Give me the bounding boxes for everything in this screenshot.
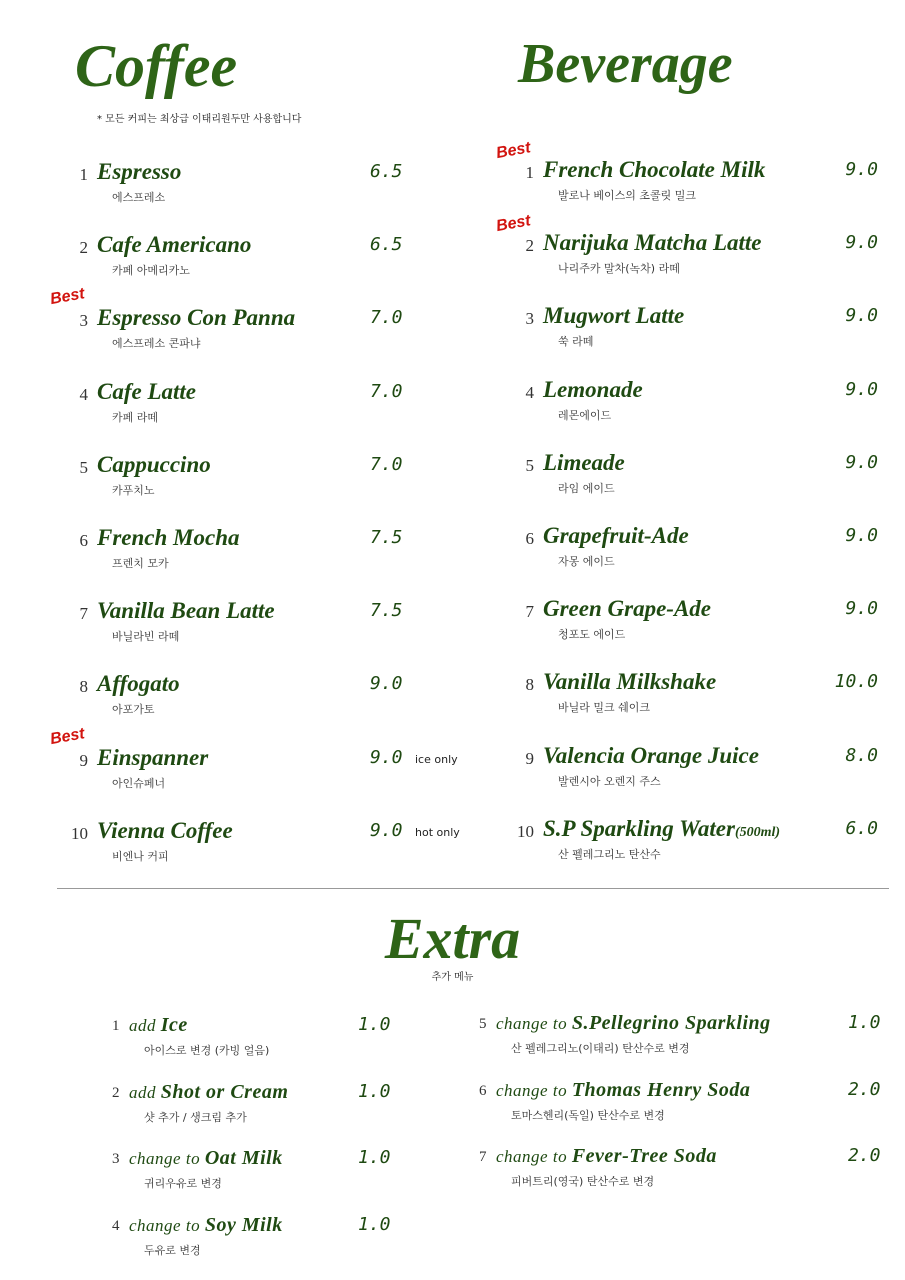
- item-name-text: French Chocolate Milk: [543, 157, 766, 182]
- item-number: 3: [525, 309, 534, 329]
- item-price: 9.0: [845, 305, 878, 327]
- item-korean-name: 자몽 에이드: [558, 555, 615, 568]
- item-name: Cafe Americano: [97, 232, 252, 258]
- best-badge: Best: [48, 724, 86, 748]
- extra-price: 1.0: [358, 1080, 391, 1102]
- item-number: 10: [517, 821, 534, 841]
- item-korean-name: 카푸치노: [112, 483, 155, 497]
- extra-item-name: Oat Milk: [204, 1147, 283, 1169]
- item-korean-name: 카페 아메리카노: [112, 264, 190, 278]
- item-name-text: Limeade: [543, 449, 625, 475]
- item-name: [543, 596, 711, 622]
- extra-name: [496, 1012, 771, 1035]
- item-name-text: Lemonade: [543, 376, 643, 402]
- item-name: [543, 157, 765, 183]
- item-korean-name: 발로나 베이스의 초콜릿 밀크: [558, 189, 697, 202]
- item-name: [543, 669, 716, 695]
- extra-number: 1: [112, 1018, 120, 1034]
- item-number: 8: [79, 677, 88, 697]
- item-korean-name: 산 펠레그리노 탄산수: [558, 847, 661, 861]
- item-name-text: Mugwort Latte: [543, 303, 685, 329]
- best-badge: Best: [494, 212, 532, 236]
- item-name-text: S.P Sparkling Water: [543, 815, 735, 841]
- item-price: 6.5: [370, 161, 403, 182]
- extra-item-name: Shot or Cream: [160, 1080, 289, 1103]
- item-korean-name: 청포도 에이드: [558, 628, 626, 642]
- extra-korean: 아이스로 변경 (카빙 얼음): [144, 1044, 270, 1057]
- item-price: 9.0: [370, 746, 403, 768]
- item-korean-name: 프렌치 모카: [112, 557, 169, 570]
- item-korean-name: 나리주카 말차(녹차) 라떼: [558, 262, 680, 276]
- item-name: [543, 816, 780, 842]
- extra-item-name: Soy Milk: [204, 1213, 283, 1236]
- item-number: 7: [525, 602, 534, 622]
- item-note: ice only: [415, 752, 458, 766]
- item-price: 7.0: [370, 380, 403, 402]
- extra-korean: 샷 추가 / 생크림 추가: [144, 1110, 247, 1124]
- item-korean-name: 라임 에이드: [558, 481, 615, 495]
- extra-item-name: S.Pellegrino Sparkling: [571, 1012, 771, 1034]
- item-korean-name: 아인슈페너: [112, 776, 166, 790]
- item-price: 10.0: [834, 671, 878, 693]
- extra-item-name: Thomas Henry Soda: [571, 1078, 751, 1101]
- item-number: 6: [79, 531, 88, 550]
- item-number: 9: [79, 750, 88, 770]
- extra-name: [129, 1081, 288, 1104]
- item-price: 6.0: [845, 817, 878, 839]
- item-price: 7.0: [370, 307, 403, 329]
- beverage-title: Beverage: [518, 33, 733, 95]
- item-name-text: Valencia Orange Juice: [543, 742, 759, 768]
- coffee-title: Coffee: [75, 33, 238, 99]
- item-number: 2: [525, 236, 534, 256]
- item-price: 6.5: [370, 234, 403, 256]
- item-name: Cafe Latte: [97, 378, 196, 404]
- extra-number: 6: [479, 1082, 487, 1099]
- section-divider: [57, 888, 889, 889]
- item-number: 4: [525, 382, 534, 402]
- extra-item-name: Ice: [160, 1014, 188, 1036]
- item-name: Vanilla Bean Latte: [97, 598, 275, 624]
- item-korean-name: 바닐라 밀크 쉐이크: [558, 701, 651, 715]
- extra-subtitle: 추가 메뉴: [431, 972, 474, 983]
- item-note: hot only: [415, 825, 460, 839]
- extra-action: change to: [496, 1014, 572, 1033]
- extra-action: change to: [496, 1080, 572, 1100]
- best-badge: Best: [494, 139, 532, 163]
- item-price: 7.0: [370, 453, 403, 475]
- extra-number: 4: [112, 1217, 120, 1234]
- item-price: 7.5: [370, 600, 403, 622]
- item-number: 3: [79, 311, 88, 331]
- item-price: 9.0: [845, 159, 878, 180]
- item-price: 9.0: [370, 673, 403, 695]
- extra-number: 3: [112, 1151, 120, 1167]
- extra-korean: 피버트리(영국) 탄산수로 변경: [511, 1175, 655, 1188]
- item-name: [543, 450, 625, 476]
- item-number: 6: [525, 529, 534, 548]
- extra-action: add: [129, 1082, 161, 1102]
- extra-action: change to: [496, 1147, 572, 1166]
- extra-number: 2: [112, 1084, 120, 1101]
- item-name: French Mocha: [97, 525, 240, 550]
- item-korean-name: 아포가토: [112, 703, 155, 717]
- item-price: 8.0: [845, 744, 878, 766]
- item-number: 4: [79, 384, 88, 404]
- item-korean-name: 에스프레소 콘파냐: [112, 337, 201, 351]
- item-name: Vienna Coffee: [97, 817, 233, 843]
- item-name: Espresso Con Panna: [97, 305, 296, 331]
- item-name-text: Vanilla Milkshake: [543, 669, 717, 695]
- best-badge: Best: [48, 285, 86, 309]
- item-name: Cappuccino: [97, 451, 211, 477]
- extra-korean: 귀리우유로 변경: [144, 1177, 222, 1190]
- item-price: 9.0: [370, 819, 403, 841]
- item-korean-name: 발렌시아 오렌지 주스: [558, 774, 661, 788]
- item-name: [543, 743, 759, 769]
- extra-number: 5: [479, 1016, 487, 1032]
- extra-name: [496, 1145, 717, 1168]
- extra-name: [496, 1079, 750, 1102]
- item-price: 9.0: [845, 525, 878, 546]
- item-number: 7: [79, 604, 88, 624]
- item-name: [543, 523, 689, 549]
- extra-korean: 토마스헨리(독일) 탄산수로 변경: [511, 1108, 665, 1122]
- extra-korean: 산 펠레그리노(이태리) 탄산수로 변경: [511, 1042, 690, 1055]
- extra-name: [129, 1147, 283, 1170]
- extra-korean: 두유로 변경: [144, 1243, 201, 1257]
- item-name: [543, 230, 762, 256]
- extra-action: change to: [129, 1215, 205, 1235]
- item-name: [543, 377, 643, 403]
- item-korean-name: 레몬에이드: [558, 408, 612, 422]
- coffee-bean-note: * 모든 커피는 최상급 이태리원두만 사용합니다: [97, 114, 302, 125]
- item-korean-name: 에스프레소: [112, 191, 166, 204]
- extra-action: add: [129, 1016, 161, 1035]
- item-korean-name: 비엔나 커피: [112, 849, 169, 863]
- item-name: Espresso: [97, 159, 182, 184]
- extra-name: [129, 1214, 283, 1237]
- item-price: 9.0: [845, 378, 878, 400]
- extra-title: Extra: [384, 906, 521, 971]
- extra-item-name: Fever-Tree Soda: [571, 1145, 717, 1167]
- item-number: 1: [79, 165, 88, 184]
- item-number: 9: [525, 748, 534, 768]
- item-korean-name: 쑥 라떼: [558, 335, 594, 349]
- item-name: Einspanner: [97, 744, 209, 770]
- item-price: 9.0: [845, 598, 878, 620]
- extra-price: 1.0: [358, 1014, 391, 1035]
- extra-price: 1.0: [358, 1147, 391, 1168]
- item-number: 5: [79, 457, 88, 477]
- item-korean-name: 바닐라빈 라떼: [112, 630, 180, 644]
- item-name-text: Green Grape-Ade: [543, 596, 711, 622]
- item-number: 2: [79, 238, 88, 258]
- item-korean-name: 카페 라떼: [112, 410, 159, 424]
- item-name-text: Grapefruit-Ade: [543, 523, 689, 548]
- extra-price: 1.0: [848, 1012, 881, 1033]
- item-name: Affogato: [97, 671, 180, 697]
- item-price: 7.5: [370, 527, 403, 548]
- item-price: 9.0: [845, 232, 878, 254]
- extra-price: 1.0: [358, 1213, 391, 1235]
- item-name: [543, 303, 684, 329]
- extra-price: 2.0: [848, 1145, 881, 1166]
- item-name-text: Narijuka Matcha Latte: [543, 230, 762, 256]
- extra-number: 7: [479, 1149, 487, 1165]
- item-number: 5: [525, 455, 534, 475]
- extra-price: 2.0: [848, 1078, 881, 1100]
- item-number: 10: [71, 823, 88, 843]
- item-price: 9.0: [845, 451, 878, 473]
- item-number: 1: [525, 163, 534, 182]
- item-size: (500ml): [734, 824, 781, 840]
- item-number: 8: [525, 675, 534, 695]
- extra-action: change to: [129, 1149, 205, 1168]
- extra-name: [129, 1014, 188, 1037]
